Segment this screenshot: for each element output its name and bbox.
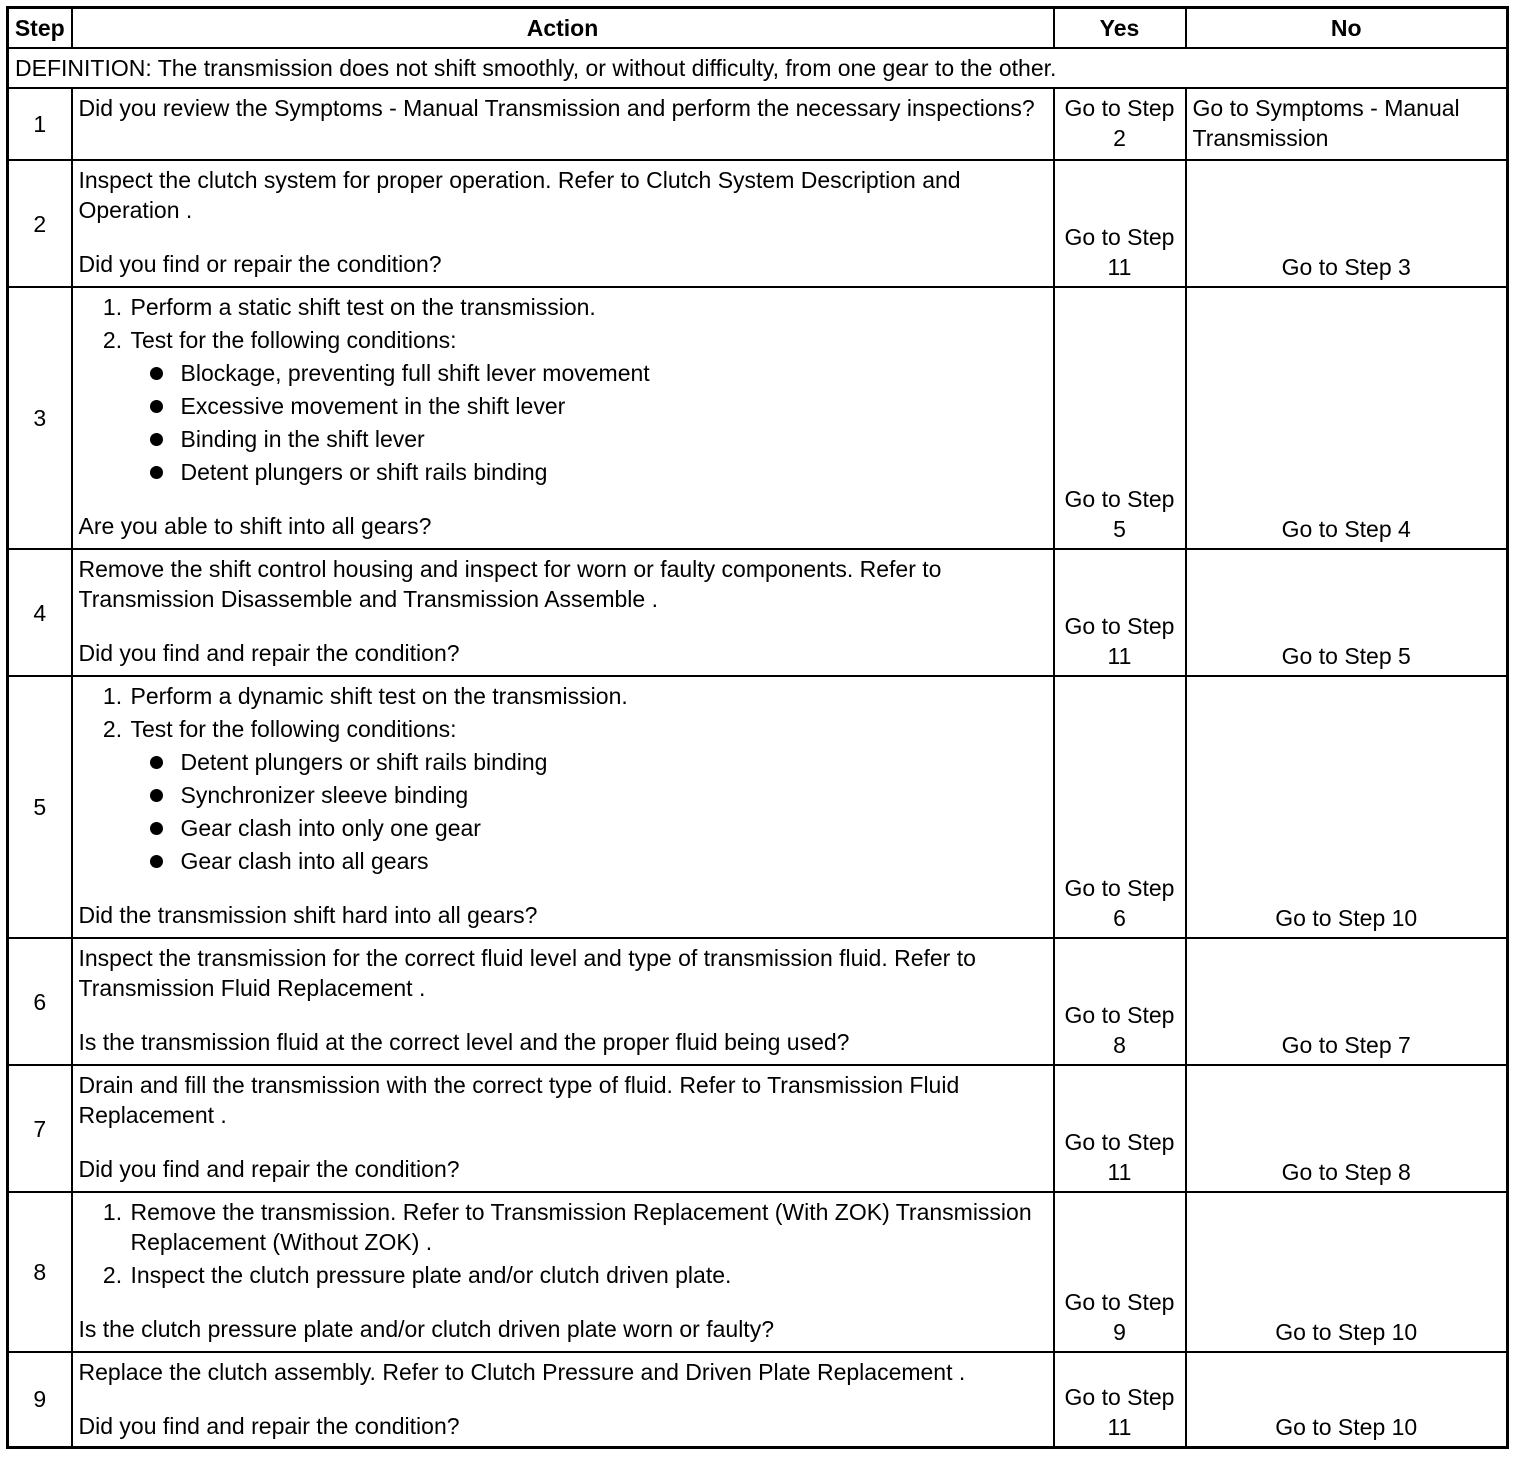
bullet-icon — [150, 756, 163, 769]
bullet-list — [131, 747, 1047, 876]
step-number: 1 — [8, 88, 72, 160]
table-row — [8, 1065, 1508, 1192]
list-item — [129, 325, 1047, 487]
no-cell[interactable]: Go to Step 10 — [1186, 1192, 1508, 1352]
bullet-item — [147, 358, 1047, 388]
bullet-text: Binding in the shift lever — [180, 426, 425, 452]
bullet-item — [147, 846, 1047, 876]
no-cell[interactable]: Go to Symptoms - Manual Transmission — [1186, 88, 1508, 160]
step-number: 4 — [8, 549, 72, 676]
bullet-list — [131, 358, 1047, 487]
no-cell[interactable]: Go to Step 5 — [1186, 549, 1508, 676]
action-cell — [72, 938, 1054, 1065]
bullet-icon — [150, 855, 163, 868]
diagnostic-page — [6, 6, 1506, 1449]
yes-cell[interactable]: Go to Step 11 — [1054, 1352, 1186, 1447]
list-item: 1. Perform a dynamic shift test on the transmission. — [129, 681, 1047, 711]
no-cell[interactable]: Go to Step 7 — [1186, 938, 1508, 1065]
question-text: Did you find and repair the condition? — [78, 1156, 460, 1182]
action-text: Replace the clutch assembly. Refer to Clutch Pressure and Driven Plate Replacement . — [78, 1359, 966, 1385]
bullet-item — [147, 424, 1047, 454]
header-yes: Yes — [1054, 8, 1186, 49]
yes-cell[interactable]: Go to Step 11 — [1054, 1065, 1186, 1192]
step-number: 2 — [8, 160, 72, 287]
list-item-text: Test for the following conditions: — [130, 327, 457, 353]
step-number: 8 — [8, 1192, 72, 1352]
bullet-item — [147, 457, 1047, 487]
list-item — [129, 714, 1047, 876]
definition-text: DEFINITION: The transmission does not shift smoothly, or without difficulty, from one gear to the other. — [8, 48, 1508, 88]
bullet-text: Detent plungers or shift rails binding — [180, 459, 548, 485]
table-row — [8, 676, 1508, 938]
bullet-text: Blockage, preventing full shift lever movement — [180, 360, 650, 386]
question-text: Did you find and repair the condition? — [78, 640, 460, 666]
header-row — [8, 8, 1508, 49]
table-row — [8, 549, 1508, 676]
action-text: Inspect the clutch system for proper operation. Refer to Clutch System Description and Operation . — [78, 167, 961, 223]
numbered-list — [79, 681, 1047, 876]
action-text: Inspect the transmission for the correct fluid level and type of transmission fluid. Refer to Transmission Fluid Replacement . — [78, 945, 976, 1001]
question-text: Is the transmission fluid at the correct level and the proper fluid being used? — [78, 1029, 850, 1055]
question-text: Did you find or repair the condition? — [78, 251, 442, 277]
bullet-item — [147, 747, 1047, 777]
table-row — [8, 1352, 1508, 1447]
action-cell — [72, 1065, 1054, 1192]
numbered-list — [79, 1197, 1047, 1290]
bullet-item — [147, 780, 1047, 810]
action-cell — [72, 1352, 1054, 1447]
yes-cell[interactable]: Go to Step 11 — [1054, 549, 1186, 676]
bullet-text: Synchronizer sleeve binding — [180, 782, 469, 808]
table-row — [8, 88, 1508, 160]
numbered-list — [79, 292, 1047, 487]
no-cell[interactable]: Go to Step 4 — [1186, 287, 1508, 549]
no-cell[interactable]: Go to Step 8 — [1186, 1065, 1508, 1192]
bullet-text: Detent plungers or shift rails binding — [180, 749, 548, 775]
action-cell — [72, 287, 1054, 549]
step-number: 5 — [8, 676, 72, 938]
bullet-icon — [150, 400, 163, 413]
question-text: Did the transmission shift hard into all gears? — [78, 902, 538, 928]
table-row — [8, 938, 1508, 1065]
question-text: Is the clutch pressure plate and/or clutch driven plate worn or faulty? — [78, 1316, 774, 1342]
bullet-text: Gear clash into only one gear — [180, 815, 481, 841]
header-action: Action — [72, 8, 1054, 49]
step-number: 3 — [8, 287, 72, 549]
action-cell — [72, 549, 1054, 676]
bullet-item — [147, 813, 1047, 843]
action-cell — [72, 88, 1054, 160]
bullet-text: Excessive movement in the shift lever — [180, 393, 566, 419]
list-item-text: Test for the following conditions: — [130, 716, 457, 742]
bullet-icon — [150, 433, 163, 446]
bullet-icon — [150, 466, 163, 479]
yes-cell[interactable]: Go to Step 9 — [1054, 1192, 1186, 1352]
no-cell[interactable]: Go to Step 10 — [1186, 1352, 1508, 1447]
header-no: No — [1186, 8, 1508, 49]
diagnostic-table — [6, 6, 1509, 1449]
bullet-icon — [150, 367, 163, 380]
step-number: 6 — [8, 938, 72, 1065]
table-row — [8, 1192, 1508, 1352]
yes-cell[interactable]: Go to Step 6 — [1054, 676, 1186, 938]
yes-cell[interactable]: Go to Step 8 — [1054, 938, 1186, 1065]
bullet-item — [147, 391, 1047, 421]
table-row — [8, 160, 1508, 287]
action-cell — [72, 160, 1054, 287]
step-number: 7 — [8, 1065, 72, 1192]
action-cell — [72, 676, 1054, 938]
yes-cell[interactable]: Go to Step 5 — [1054, 287, 1186, 549]
definition-row — [8, 48, 1508, 88]
bullet-icon — [150, 822, 163, 835]
header-step: Step — [8, 8, 72, 49]
list-item: 1. Remove the transmission. Refer to Transmission Replacement (With ZOK) Transmission Replacement (Without ZOK) . — [129, 1197, 1047, 1257]
bullet-text: Gear clash into all gears — [180, 848, 429, 874]
list-item: 2. Inspect the clutch pressure plate and/or clutch driven plate. — [129, 1260, 1047, 1290]
action-cell — [72, 1192, 1054, 1352]
yes-cell[interactable]: Go to Step 2 — [1054, 88, 1186, 160]
action-text: Remove the shift control housing and inspect for worn or faulty components. Refer to Transmission Disassemble and Transmission Assemble . — [78, 556, 942, 612]
question-text: Are you able to shift into all gears? — [78, 513, 432, 539]
question-text: Did you find and repair the condition? — [78, 1413, 460, 1439]
table-row — [8, 287, 1508, 549]
no-cell[interactable]: Go to Step 3 — [1186, 160, 1508, 287]
no-cell[interactable]: Go to Step 10 — [1186, 676, 1508, 938]
yes-cell[interactable]: Go to Step 11 — [1054, 160, 1186, 287]
bullet-icon — [150, 789, 163, 802]
step-number: 9 — [8, 1352, 72, 1447]
action-text: Did you review the Symptoms - Manual Transmission and perform the necessary inspections? — [78, 95, 1035, 121]
list-item: 1. Perform a static shift test on the transmission. — [129, 292, 1047, 322]
action-text: Drain and fill the transmission with the correct type of fluid. Refer to Transmission Fluid Replacement . — [78, 1072, 960, 1128]
